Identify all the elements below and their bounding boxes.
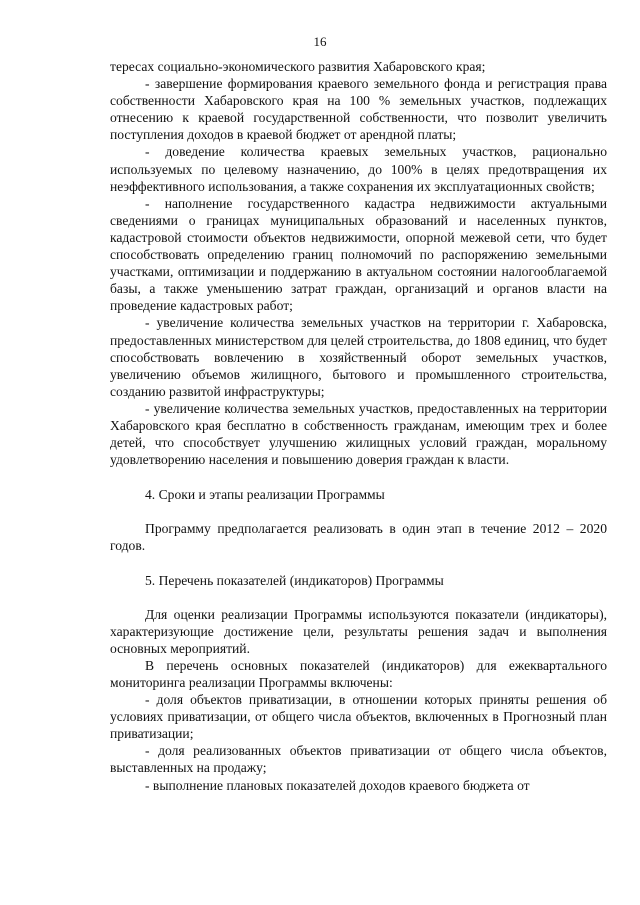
paragraph-khabarovsk-plots: - увеличение количества земельных участков на территории г. Хабаровска, предоставленных министерством для целей строительства, до 1808 единиц, что будет способствовать вовлечению в хозяйственный оборот земельных участков, увеличению объемов жилищного, бытового и промышленного строительства, созданию развитой инфраструктуры; xyxy=(110,315,607,399)
paragraph-land-use: - доведение количества краевых земельных участков, рационально используемых по целевому назначению, до 100% в целях предотвращения их неэффективного использования, а также сохранения их эксплуатационных свойств; xyxy=(110,144,607,194)
page-number: 16 xyxy=(313,34,327,49)
section-5-paragraph: Для оценки реализации Программы используются показатели (индикаторы), характеризующие достижение цели, результаты решения задач и выполнения основных мероприятий. xyxy=(110,606,607,656)
section-5-list-item: - доля объектов приватизации, в отношении которых приняты решения об условиях приватизации, от общего числа объектов, включенных в Прогнозный план приватизации; xyxy=(110,692,607,742)
paragraph-continuation: тересах социально-экономического развития Хабаровского края; xyxy=(110,59,486,74)
section-5-heading: 5. Перечень показателей (индикаторов) Программы xyxy=(145,572,444,588)
paragraph-cadastre: - наполнение государственного кадастра недвижимости актуальными сведениями о границах муниципальных образований и населенных пунктов, кадастровой стоимости объектов недвижимости, опорной межевой сети, что будет способствовать определению границ полномочий по распоряжению земельными участками, оптимизации и поддержанию в актуальном состоянии налогооблагаемой базы, а также уменьшению затрат граждан, организаций и органов власти на проведение кадастровых работ; xyxy=(110,195,607,314)
section-5-list-item: - выполнение плановых показателей доходов краевого бюджета от xyxy=(145,777,530,793)
section-5-list-item: - доля реализованных объектов приватизации от общего числа объектов, выставленных на продажу; xyxy=(110,743,607,776)
section-5-paragraph: В перечень основных показателей (индикаторов) для ежеквартального мониторинга реализации Программы включены: xyxy=(110,657,607,690)
section-4-text: Программу предполагается реализовать в один этап в течение 2012 – 2020 годов. xyxy=(110,521,607,554)
section-4-heading: 4. Сроки и этапы реализации Программы xyxy=(145,487,385,503)
paragraph-land-fund: - завершение формирования краевого земельного фонда и регистрация права собственности Хабаровского края на 100 % земельных участков, подлежащих отнесению к краевой государственной собственности, что позволит увеличить поступления доходов в краевой бюджет от арендной платы; xyxy=(110,76,607,143)
paragraph-large-families: - увеличение количества земельных участков, предоставленных на территории Хабаровского края бесплатно в собственность гражданам, имеющим трех и более детей, что способствует улучшению жилищных условий граждан, моральному удовлетворению населения и повышению доверия граждан к власти. xyxy=(110,400,607,468)
document-body xyxy=(110,58,607,794)
